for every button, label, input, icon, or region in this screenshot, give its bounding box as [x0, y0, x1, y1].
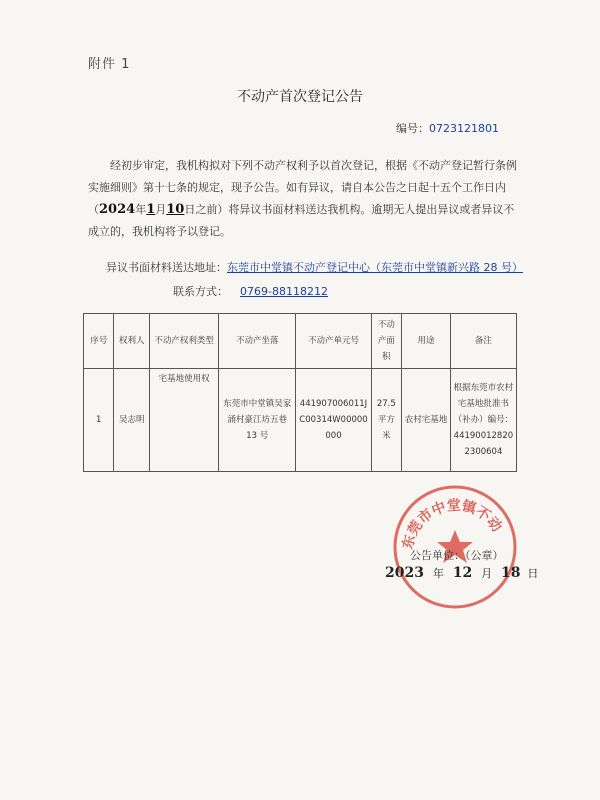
objection-address-line: [106, 259, 523, 275]
header-usage: 用途: [402, 314, 451, 369]
header-area: 不动产面积: [371, 314, 401, 369]
table-row: [84, 369, 517, 472]
objection-label: 异议书面材料送达地址：: [106, 261, 227, 274]
cell-usage: 农村宅基地: [402, 369, 451, 472]
page-title: 不动产首次登记公告: [237, 89, 363, 105]
date-month-unit: 月: [481, 567, 493, 580]
header-seq: 序号: [84, 314, 114, 369]
header-location: 不动产坐落: [219, 314, 296, 369]
cell-location: 东莞市中堂镇吴家涌村豪江坊五巷 13 号: [219, 369, 296, 472]
date-month: 12: [452, 565, 473, 581]
contact-value: 0769-88118212: [240, 285, 328, 298]
announcement-date: [385, 565, 538, 581]
announcer-label: 公告单位：（公章）: [410, 549, 504, 562]
cell-seq: 1: [84, 369, 114, 472]
document-number: [396, 120, 499, 136]
table-header-row: [84, 314, 517, 369]
cell-area: 27.5平方米: [371, 369, 401, 472]
handwritten-day: 10: [166, 202, 185, 217]
cell-unit-no: 441907006011JC00314W00000000: [296, 369, 371, 472]
cell-owner: 吴志明: [114, 369, 150, 472]
header-owner: 权利人: [114, 314, 150, 369]
cell-remark: [450, 369, 516, 472]
body-part2: 年: [135, 203, 147, 216]
attachment-label: 附件 1: [88, 57, 131, 72]
cell-right-type: 宅基地使用权: [150, 369, 219, 472]
header-right-type: 不动产权利类型: [150, 314, 219, 369]
date-day: 18: [500, 565, 521, 581]
announcement-body: [88, 155, 518, 243]
body-part3: 月: [155, 203, 167, 216]
contact-line: [173, 283, 334, 299]
contact-label: 联系方式：: [173, 285, 228, 298]
body-part4: 日之前）将异议书面材料送达我机构。逾期无人提出异议或者异议不成立的，我机构将予以登记。: [88, 203, 515, 238]
date-year-unit: 年: [432, 567, 444, 580]
handwritten-month: 1: [146, 202, 156, 217]
number-value: 0723121801: [429, 122, 499, 135]
handwritten-year: 2024: [99, 202, 136, 217]
number-label: 编号：: [396, 122, 429, 135]
header-remark: 备注: [450, 314, 516, 369]
remark-line1: 根据东莞市农村宅基地批准书（补办）编号：: [453, 383, 514, 425]
remark-line2: 441900128202300604: [453, 431, 514, 457]
header-unit-no: 不动产单元号: [296, 314, 371, 369]
body-part1: 经初步审定，我机构拟对下列不动产权利予以首次登记，根据《不动产登记暂行条例实施细则》第十七条的规定，现予公告。如有异议，请自本公告之日起十五个工作日内（: [88, 159, 517, 216]
date-day-unit: 日: [527, 567, 539, 580]
date-year: 2023: [385, 565, 424, 581]
seal-text: 东莞市中堂镇不动: [400, 497, 505, 551]
registration-table: [83, 313, 517, 472]
objection-address: 东莞市中堂镇不动产登记中心（东莞市中堂镇新兴路 28 号）: [227, 261, 523, 274]
